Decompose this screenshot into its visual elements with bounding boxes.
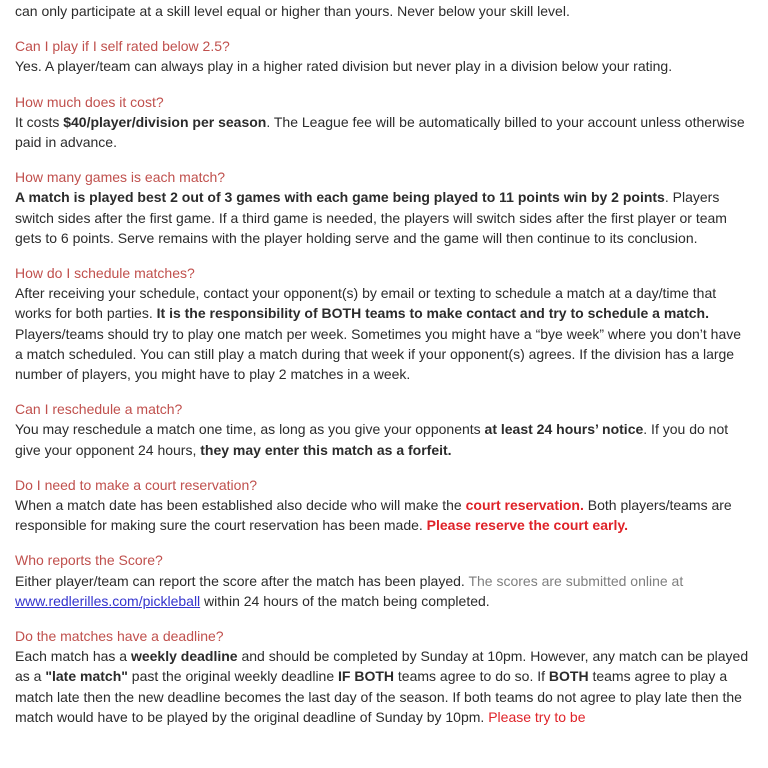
- text-segment: they may enter this match as a forfeit.: [200, 441, 452, 458]
- faq-section: [15, 475, 750, 536]
- continued-sentence: can only participate at a skill level equal or higher than yours. Never below your skill level.: [15, 3, 570, 19]
- faq-section: [15, 92, 750, 153]
- text-segment: . Players switch sides after the first game. If a third game is needed, the players will switch sides after the first player or team gets to 6 points. Serve remains with the player holding serve and the game will then continue to its conclusion.: [15, 189, 727, 246]
- text-segment: at least 24 hours’ notice: [484, 421, 644, 438]
- faq-section: [15, 167, 750, 248]
- text-segment: weekly deadline: [130, 648, 238, 665]
- text-segment: within 24 hours of the match being completed.: [200, 592, 490, 609]
- text-segment: Each match has a: [15, 648, 131, 665]
- text-segment: When a match date has been established also decide who will make the: [15, 497, 466, 514]
- faq-section: [15, 626, 750, 727]
- faq-sections: [15, 36, 750, 727]
- text-segment: "late match": [45, 668, 128, 685]
- text-segment: teams agree to play a match late then the new deadline becomes the last day of the season. If both teams do not agree to play late then the match would have to be played by the original deadline of Sunday by 10pm.: [15, 668, 742, 725]
- faq-answer: [15, 646, 750, 727]
- text-segment: and should be completed by Sunday at 10pm. However, any match can be played as a: [15, 648, 749, 685]
- text-segment: past the original weekly deadline: [127, 668, 339, 685]
- text-segment: IF BOTH: [338, 668, 395, 685]
- faq-question: Do I need to make a court reservation?: [15, 476, 258, 493]
- text-segment: Please try to be: [488, 708, 586, 725]
- faq-question: How many games is each match?: [15, 169, 226, 186]
- faq-question: How do I schedule matches?: [15, 265, 195, 282]
- text-segment: . If you do not give your opponent 24 hours,: [15, 421, 729, 458]
- faq-answer: [15, 56, 750, 76]
- faq-answer: [15, 571, 750, 611]
- text-segment: The scores are submitted online at: [468, 572, 684, 589]
- faq-answer: [15, 419, 750, 459]
- text-segment: $40/player/division per season: [63, 113, 267, 130]
- text-segment: Players/teams should try to play one match per week. Sometimes you might have a “bye week” where you don’t have a match scheduled. You can still play a match during that week if your opponent(s) agrees. If the division has a large number of players, you might have to play 2 matches in a week.: [15, 325, 742, 383]
- text-segment: It is the responsibility of BOTH teams to make contact and try to schedule a match.: [156, 305, 709, 322]
- scores-website-link[interactable]: www.redlerilles.com/pickleball: [15, 592, 201, 609]
- text-segment: It costs: [15, 113, 64, 130]
- faq-section: [15, 36, 750, 76]
- text-segment: Yes. A player/team can always play in a higher rated division but never play in a division below your rating.: [15, 58, 673, 75]
- text-segment: . The League fee will be automatically billed to your account unless otherwise paid in advance.: [15, 113, 745, 151]
- faq-answer: [15, 283, 750, 384]
- text-segment: BOTH: [548, 668, 589, 685]
- faq-question: Can I play if I self rated below 2.5?: [15, 38, 230, 55]
- text-segment: Please reserve the court early.: [426, 517, 628, 534]
- faq-question: Who reports the Score?: [15, 552, 163, 569]
- faq-question: How much does it cost?: [15, 93, 164, 110]
- text-segment: You may reschedule a match one time, as long as you give your opponents: [15, 421, 485, 438]
- faq-question: Do the matches have a deadline?: [15, 628, 224, 645]
- text-segment: A match is played best 2 out of 3 games with each game being played to 11 points win by 2 points: [15, 189, 665, 206]
- text-segment: After receiving your schedule, contact your opponent(s) by email or texting to schedule a match at a day/time that works for both parties.: [15, 285, 717, 322]
- text-segment: Both players/teams are responsible for making sure the court reservation has been made.: [15, 497, 732, 534]
- faq-answer: [15, 187, 750, 248]
- text-segment: court reservation.: [465, 497, 584, 514]
- faq-section: [15, 263, 750, 384]
- faq-answer: [15, 112, 750, 152]
- faq-answer: [15, 495, 750, 535]
- faq-question: Can I reschedule a match?: [15, 401, 183, 418]
- text-segment: Either player/team can report the score after the match has been played.: [15, 572, 469, 589]
- faq-section: [15, 399, 750, 460]
- faq-section: [15, 550, 750, 611]
- text-segment: teams agree to do so. If: [394, 668, 549, 685]
